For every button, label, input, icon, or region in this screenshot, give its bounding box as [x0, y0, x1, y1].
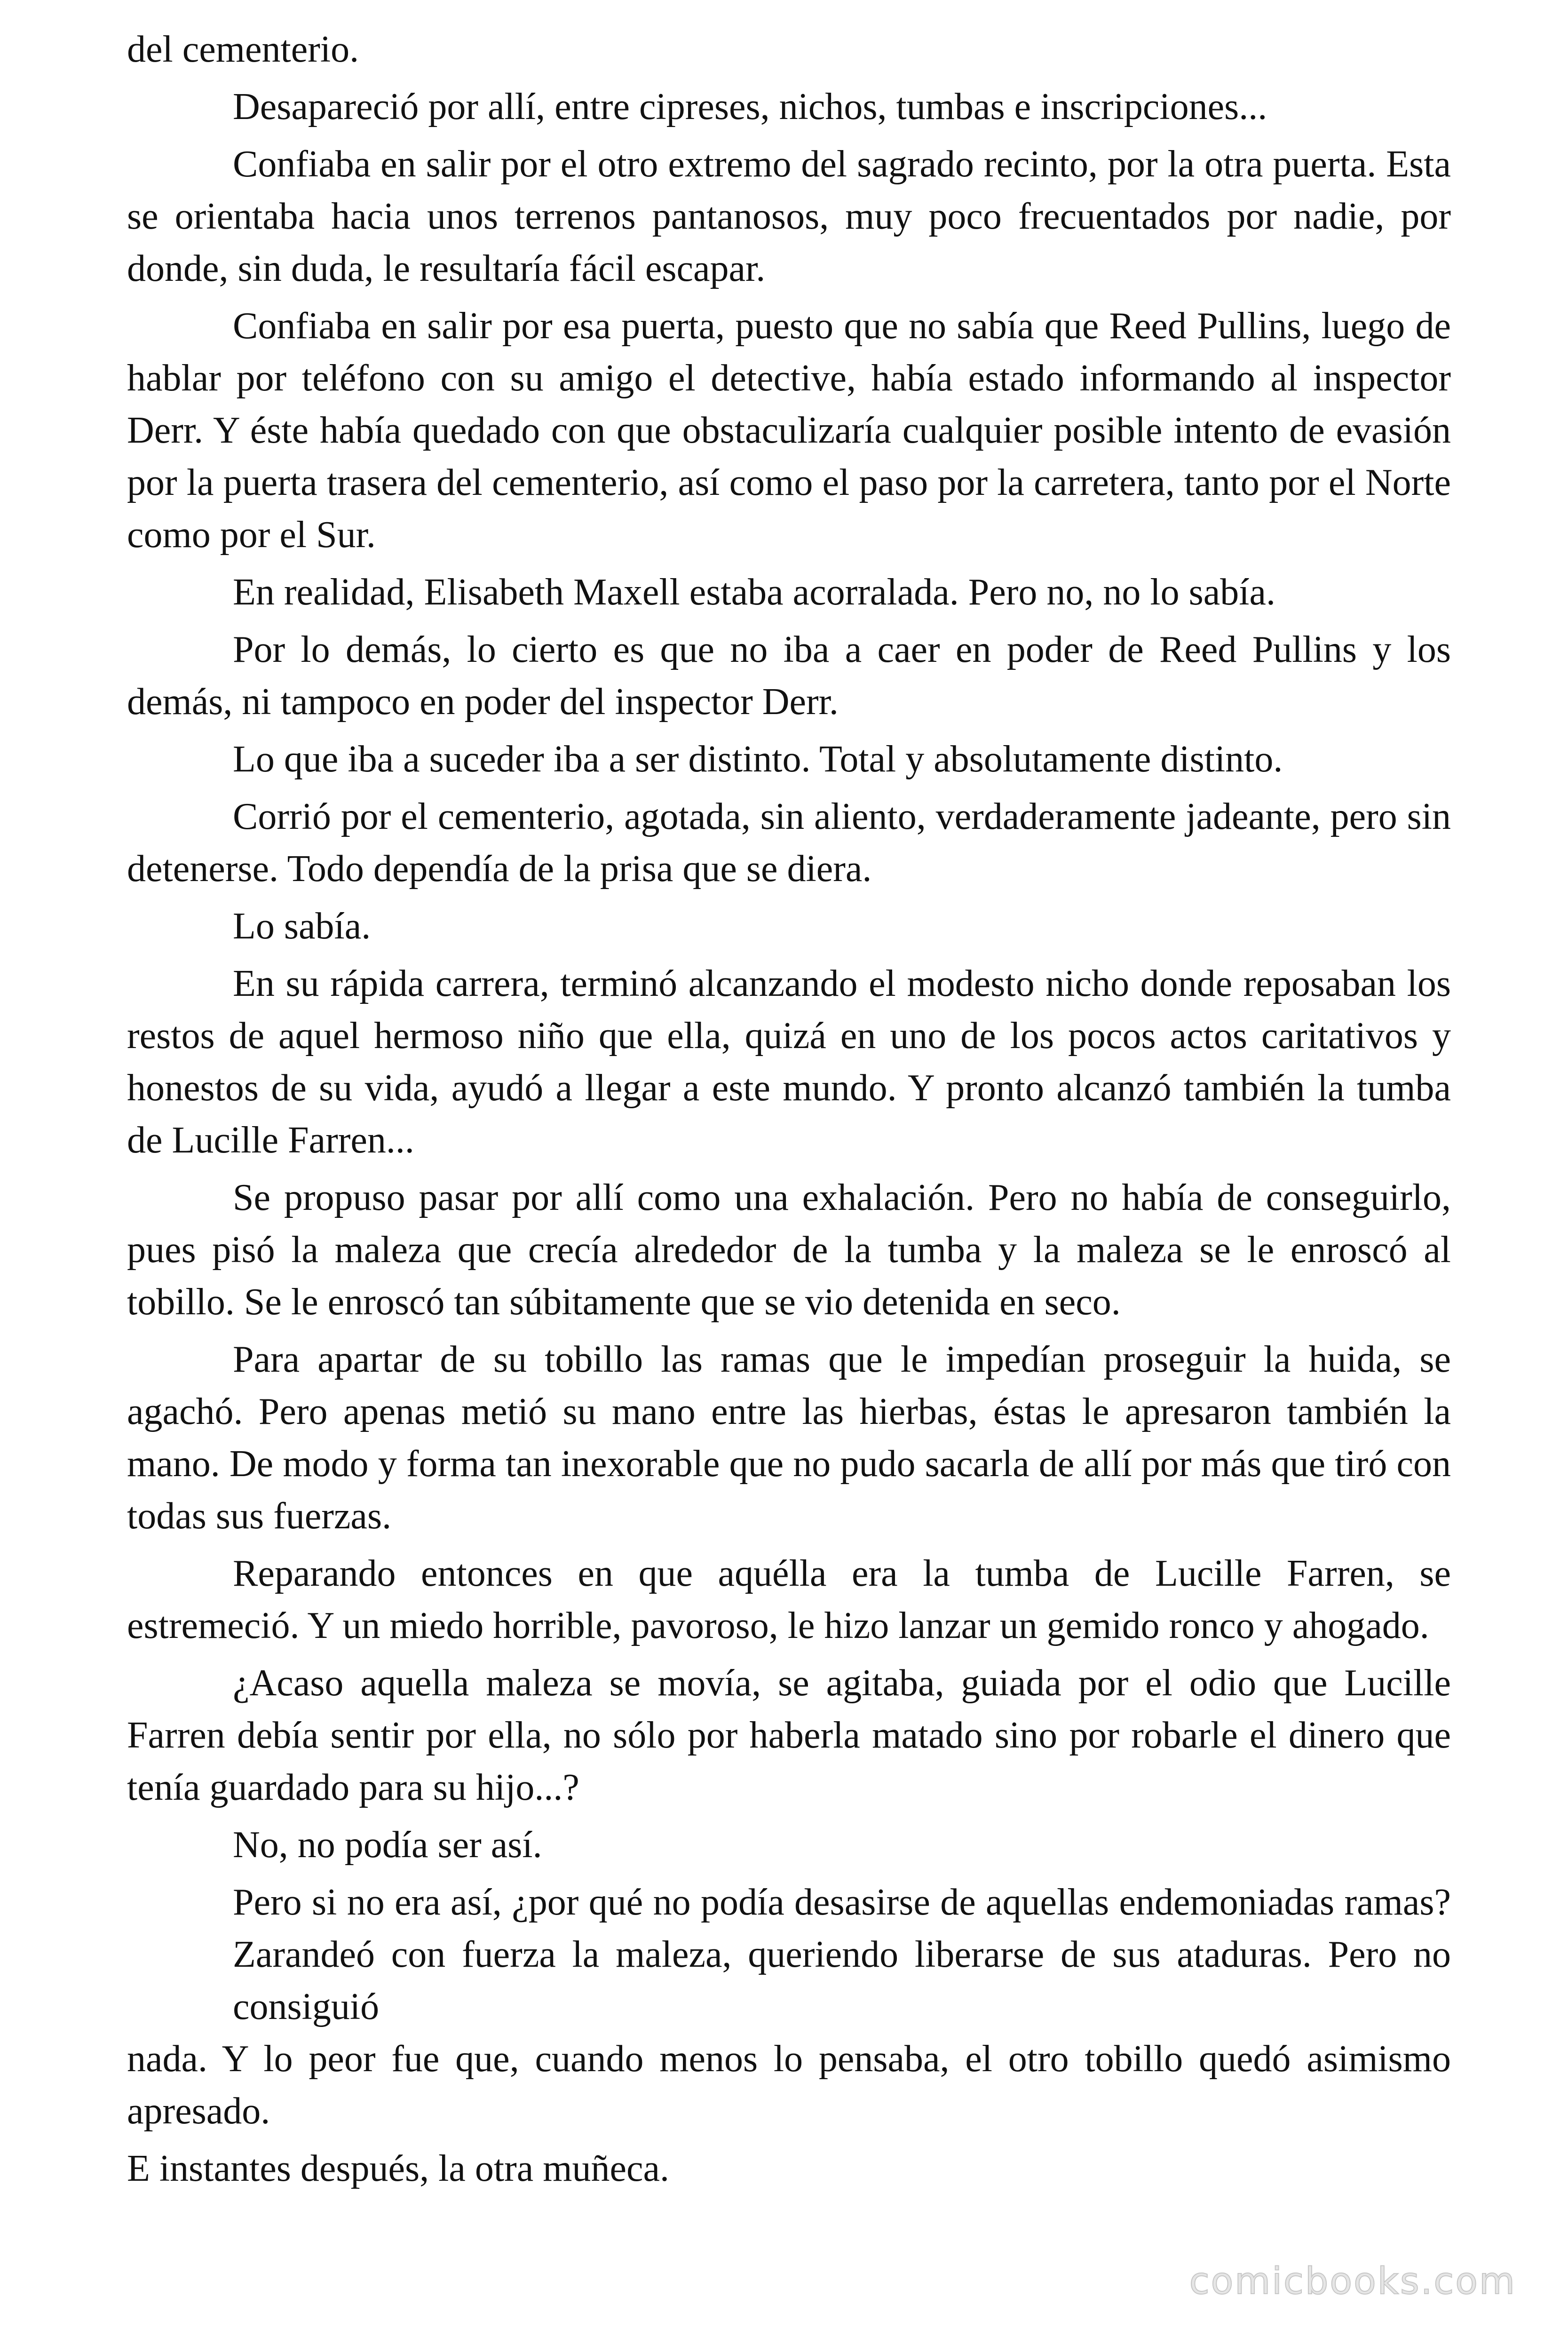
paragraph: Lo que iba a suceder iba a ser distinto. Total y absolutamente distinto.	[233, 739, 1283, 780]
paragraph: Por lo demás, lo cierto es que no iba a caer en poder de Reed Pullins y los demás, ni tampoco en poder del inspector Derr.	[127, 629, 1451, 723]
paragraph: En realidad, Elisabeth Maxell estaba acorralada. Pero no, no lo sabía.	[233, 572, 1275, 613]
paragraph: ¿Acaso aquella maleza se movía, se agitaba, guiada por el odio que Lucille Farren debía sentir por ella, no sólo por haberla matado sino por robarle el dinero que tenía guardado para su hijo...?	[127, 1662, 1451, 1808]
watermark-text: comicbooks.com	[1189, 2260, 1516, 2303]
paragraph: No, no podía ser así.	[233, 1824, 542, 1866]
paragraph: nada. Y lo peor fue que, cuando menos lo pensaba, el otro tobillo quedó asimismo apresado.	[127, 2038, 1451, 2132]
body-text	[127, 24, 1451, 2200]
paragraph: Desapareció por allí, entre cipreses, nichos, tumbas e inscripciones...	[233, 86, 1267, 127]
paragraph: Pero si no era así, ¿por qué no podía desasirse de aquellas endemoniadas ramas? Zarandeó con fuerza la maleza, queriendo liberarse de sus ataduras. Pero no consiguió	[233, 1882, 1451, 2027]
paragraph: Para apartar de su tobillo las ramas que le impedían proseguir la huida, se agachó. Pero apenas metió su mano entre las hierbas, éstas le apresaron también la mano. De modo y forma tan inexorable que no pudo sacarla de allí por más que tiró con todas sus fuerzas.	[127, 1339, 1451, 1537]
paragraph: Lo sabía.	[233, 906, 371, 947]
paragraph: Corrió por el cementerio, agotada, sin aliento, verdaderamente jadeante, pero sin detenerse. Todo dependía de la prisa que se diera.	[127, 796, 1451, 890]
paragraph: Confiaba en salir por el otro extremo del sagrado recinto, por la otra puerta. Esta se orientaba hacia unos terrenos pantanosos, muy poco frecuentados por nadie, por donde, sin duda, le resultaría fácil escapar.	[127, 143, 1451, 289]
paragraph: E instantes después, la otra muñeca.	[127, 2148, 669, 2189]
paragraph: Confiaba en salir por esa puerta, puesto que no sabía que Reed Pullins, luego de hablar por teléfono con su amigo el detective, había estado informando al inspector Derr. Y éste había quedado con que obstaculizaría cualquier posible intento de evasión por la puerta trasera del cementerio, así como el paso por la carretera, tanto por el Norte como por el Sur.	[127, 305, 1451, 556]
paragraph: Se propuso pasar por allí como una exhalación. Pero no había de conseguirlo, pues pisó la maleza que crecía alrededor de la tumba y la maleza se le enroscó al tobillo. Se le enroscó tan súbitamente que se vio detenida en seco.	[127, 1177, 1451, 1323]
paragraph: Reparando entonces en que aquélla era la tumba de Lucille Farren, se estremeció. Y un miedo horrible, pavoroso, le hizo lanzar un gemido ronco y ahogado.	[127, 1553, 1451, 1646]
paragraph: En su rápida carrera, terminó alcanzando el modesto nicho donde reposaban los restos de aquel hermoso niño que ella, quizá en uno de los pocos actos caritativos y honestos de su vida, ayudó a llegar a este mundo. Y pronto alcanzó también la tumba de Lucille Farren...	[127, 963, 1451, 1161]
paragraph: del cementerio.	[127, 29, 359, 70]
